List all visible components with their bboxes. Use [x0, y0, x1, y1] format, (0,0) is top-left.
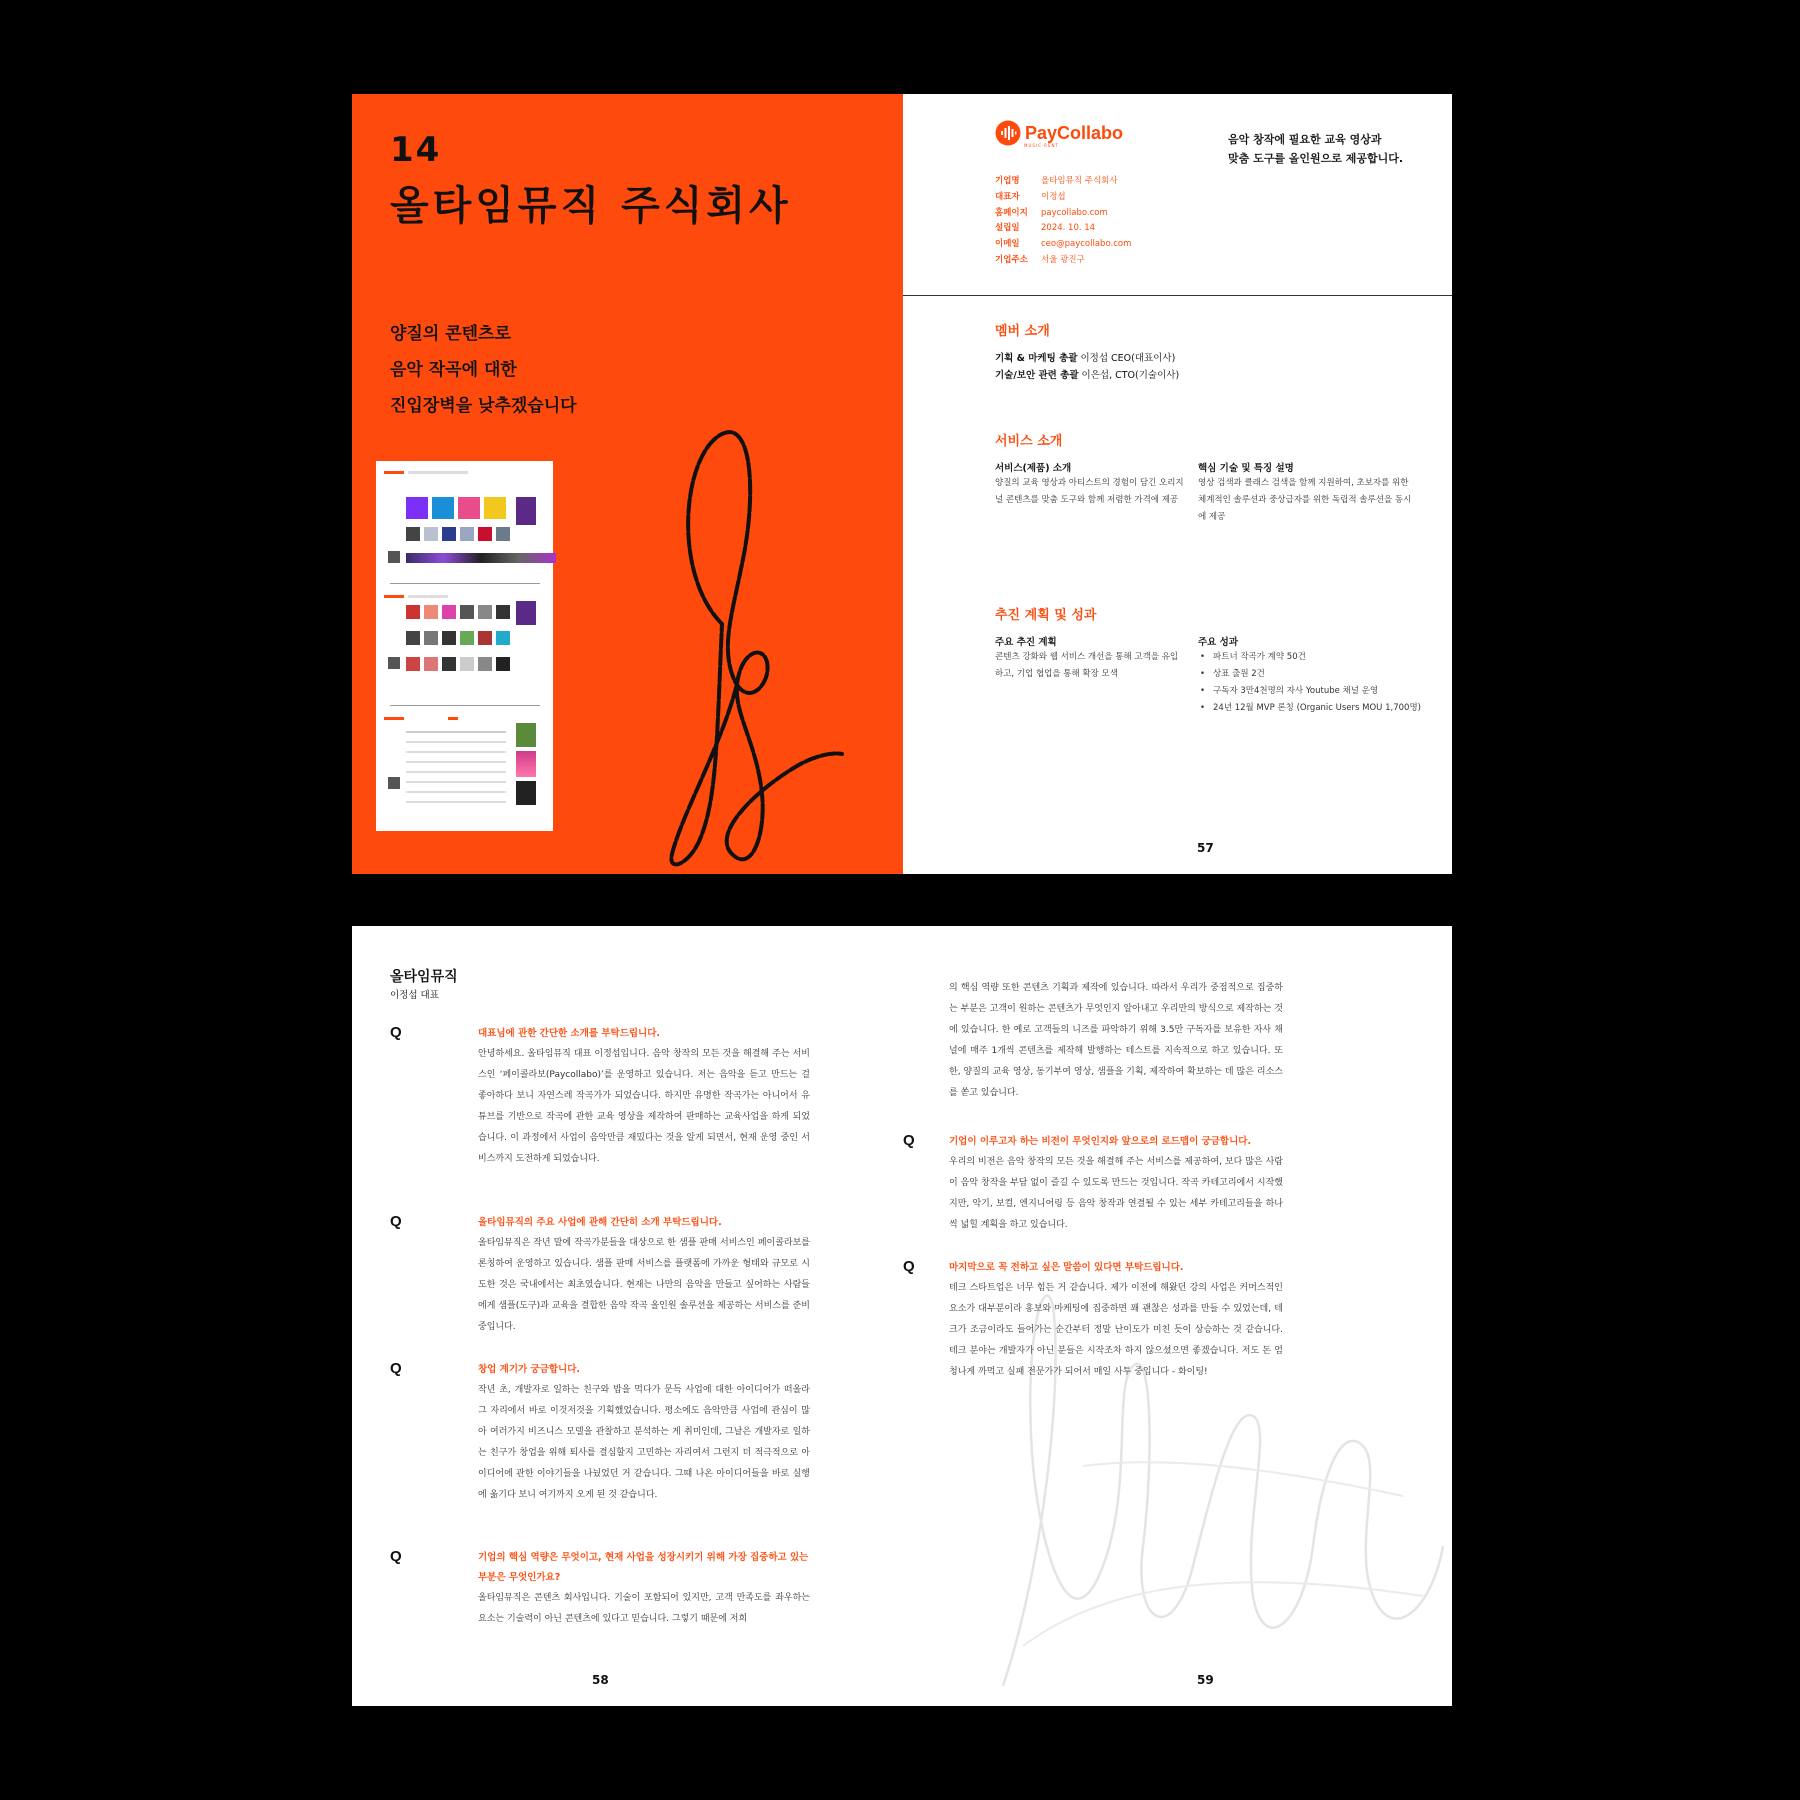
slogan: [390, 316, 577, 424]
service-tech-body: 영상 검색과 클래스 검색을 함께 지원하여, 초보자를 위한 체계적인 솔루션과 중상급자를 위한 독립적 솔루션을 동시에 제공: [1198, 478, 1412, 522]
answer: 올타임뮤직은 콘텐츠 회사입니다. 기술이 포함되어 있지만, 고객 만족도를 좌우하는 요소는 기술력이 아닌 콘텐츠에 있다고 믿습니다. 그렇기 때문에 저희: [478, 1593, 810, 1624]
member-role: 기술/보안 관련 총괄: [995, 370, 1079, 381]
service-tech-title: 핵심 기술 및 특징 설명: [1198, 463, 1294, 474]
info-value: ceo@paycollabo.com: [1041, 239, 1132, 250]
info-row: [995, 174, 1131, 190]
result-item: • 24년 12월 MVP 론칭 (Organic Users MOU 1,700명): [1198, 700, 1438, 717]
company-name-display: 올타임뮤직 주식회사: [390, 183, 792, 229]
company-info-list: [995, 174, 1131, 269]
tagline-line: 맞춤 도구를 올인원으로 제공합니다.: [1228, 152, 1404, 165]
answer: 우리의 비전은 음악 창작의 모든 것을 해결해 주는 서비스를 제공하여, 보다 많은 사람이 음악 창작을 부담 없이 즐길 수 있도록 만드는 것입니다. 작곡 카테고리에서 시작했지만, 악기, 보컬, 엔지니어링 등 음악 창작과 연결될 수 있는 세부 카테고리들을 하나씩 넓힐 계획을 하고 있습니다.: [949, 1157, 1283, 1230]
result-item: • 파트너 작곡가 계약 50건: [1198, 649, 1438, 666]
q-mark-icon: Q: [390, 1548, 402, 1565]
plan-body: 콘텐츠 강화와 웹 서비스 개선을 통해 고객을 유입하고, 기업 협업을 통해 확장 모색: [995, 652, 1179, 679]
screenshot-store-home: [384, 471, 544, 571]
result-item: • 구독자 3만4천명의 자사 Youtube 채널 운영: [1198, 683, 1438, 700]
service-product-body: 양질의 교육 영상과 아티스트의 경험이 담긴 오리지널 콘텐츠를 맞춤 도구와 함께 저렴한 가격에 제공: [995, 478, 1184, 505]
info-value: 2024. 10. 14: [1041, 223, 1096, 234]
q-mark-icon: Q: [390, 1213, 402, 1230]
page-57-company-profile: [903, 94, 1452, 874]
info-value: 서울 광진구: [1041, 254, 1085, 265]
soundwave-logo-icon: [995, 120, 1021, 146]
slogan-line: 음악 작곡에 대한: [390, 360, 517, 380]
page-number: 57: [1197, 841, 1214, 855]
company-number: 14: [390, 130, 442, 170]
member-name: 이정섭 CEO(대표이사): [1080, 353, 1176, 364]
page-58-interview: [352, 926, 903, 1706]
question: 기업의 핵심 역량은 무엇이고, 현재 사업을 성장시키기 위해 가장 집중하고 있는 부분은 무엇인가요?: [478, 1552, 809, 1583]
info-row: [995, 237, 1131, 253]
info-row: [995, 206, 1131, 222]
result-item: • 상표 출원 2건: [1198, 666, 1438, 683]
info-key: 홈페이지: [995, 207, 1028, 218]
members-list: [995, 350, 1179, 384]
screenshot-sample-list: [384, 595, 544, 695]
screenshot-track-table: [384, 717, 544, 825]
info-row: [995, 253, 1131, 269]
interview-heading: 올타임뮤직: [390, 969, 458, 985]
answer-continued: 의 핵심 역량 또한 콘텐츠 기획과 제작에 있습니다. 따라서 우리가 중점적으로 집중하는 부분은 고객이 원하는 콘텐츠가 무엇인지 알아내고 우리만의 방식으로 제작하는 것에 있습니다. 한 예로 고객들의 니즈를 파악하기 위해 3.5만 구독자를 보유한 자사 채널에 매주 1개씩 콘텐츠를 제작해 발행하는 테스트를 지속적으로 하고 있습니다. 또한, 양질의 교육 영상, 동기부여 영상, 샘플을 기획, 제작하여 확보하는 데 많은 리소스를 쏟고 있습니다.: [949, 983, 1283, 1098]
question: 기업이 이루고자 하는 비전이 무엇인지와 앞으로의 로드맵이 궁금합니다.: [949, 1136, 1252, 1147]
question: 올타임뮤직의 주요 사업에 관해 간단히 소개 부탁드립니다.: [478, 1217, 722, 1228]
interview-subheading: 이정섭 대표: [390, 990, 439, 1001]
tagline: [1228, 130, 1403, 168]
info-value: 이정섭: [1041, 191, 1066, 202]
page-number: 58: [592, 1673, 609, 1687]
info-key: 설립일: [995, 223, 1020, 234]
members-section-title: 멤버 소개: [995, 324, 1050, 339]
answer: 올타임뮤직은 작년 말에 작곡가분들을 대상으로 한 샘플 판매 서비스인 페이콜라보를 론칭하여 운영하고 있습니다. 샘플 판매 서비스를 플랫폼에 가까운 형태와 규모로 시도한 것은 국내에서는 최초였습니다. 현재는 나만의 음악을 만들고 싶어하는 사람들에게 샘플(도구)과 교육을 결합한 음악 작곡 올인원 솔루션을 제공하는 서비스를 준비 중입니다.: [478, 1238, 810, 1332]
member-row: [995, 350, 1179, 367]
member-role: 기획 & 마케팅 총괄: [995, 353, 1078, 364]
q-mark-icon: Q: [903, 1258, 915, 1275]
section-divider: [903, 295, 1452, 296]
answer: 테크 스타트업은 너무 힘든 거 같습니다. 제가 이전에 해왔던 강의 사업은 커머스적인 요소가 대부분이라 홍보와 마케팅에 집중하면 꽤 괜찮은 성과를 만들 수 있었는데, 테크가 조금이라도 들어가는 순간부터 정말 난이도가 미친 듯이 상승하는 것 같습니다. 테크 분야는 개발자가 아닌 분들은 시작조차 하지 않으셨으면 좋겠습니다. 저도 돈 엄청나게 까먹고 실패 전문가가 되어서 매일 사투 중입니다 - 화이팅!: [949, 1283, 1283, 1377]
question: 창업 계기가 궁금합니다.: [478, 1364, 580, 1375]
logo-text: PayCollabo: [1025, 122, 1124, 143]
answer: 작년 초, 개발자로 일하는 친구와 밥을 먹다가 문득 사업에 대한 아이디어가 떠올라 그 자리에서 바로 이것저것을 기획했었습니다. 평소에도 음악만큼 사업에 관심이 많아 여러가지 비즈니스 모델을 관찰하고 분석하는 게 취미인데, 그날은 개발자로 일하는 친구가 창업을 위해 퇴사를 결심할지 고민하는 자리여서 그런지 더 적극적으로 아이디어에 관한 이야기들을 나눴었던 거 같습니다. 그때 나온 아이디어들을 바로 실행에 옮기다 보니 여기까지 오게 된 것 같습니다.: [478, 1385, 810, 1500]
question: 대표님에 관한 간단한 소개를 부탁드립니다.: [478, 1028, 661, 1039]
results-title: 주요 성과: [1198, 637, 1239, 648]
page-number: 59: [1197, 1673, 1214, 1687]
answer: 안녕하세요. 올타임뮤직 대표 이정섭입니다. 음악 창작의 모든 것을 해결해 주는 서비스인 ‘페이콜라보(Paycollabo)’를 운영하고 있습니다. 저는 음악을 듣고 만드는 걸 좋아하다 보니 자연스레 작곡가가 되었습니다. 하지만 유명한 작곡가는 아니어서 유튜브를 기반으로 작곡에 관한 교육 영상을 제작하여 판매하는 교육사업을 하게 되었습니다. 이 과정에서 사업이 음악만큼 재밌다는 것을 알게 되면서, 현재 운영 중인 서비스까지 도전하게 되었습니다.: [478, 1049, 810, 1164]
slogan-line: 진입장벽을 낮추겠습니다: [390, 396, 577, 416]
service-screenshots: [376, 461, 553, 831]
question: 마지막으로 꼭 전하고 싶은 말씀이 있다면 부탁드립니다.: [949, 1262, 1184, 1273]
logo-subtext: MUSIC·RENT: [1024, 143, 1059, 148]
page-56-cover: [352, 94, 903, 874]
results-list: [1198, 649, 1438, 717]
signature-graphic: [662, 414, 852, 874]
service-product-title: 서비스(제품) 소개: [995, 463, 1072, 474]
info-key: 기업주소: [995, 254, 1028, 265]
info-row: [995, 221, 1131, 237]
q-mark-icon: Q: [390, 1360, 402, 1377]
member-name: 이은섭, CTO(기술이사): [1081, 370, 1180, 381]
member-row: [995, 367, 1179, 384]
info-key: 이메일: [995, 239, 1020, 250]
page-59-interview: [903, 926, 1452, 1706]
info-key: 기업명: [995, 176, 1020, 186]
slogan-line: 양질의 콘텐츠로: [390, 324, 511, 344]
plan-title: 주요 추진 계획: [995, 637, 1057, 648]
info-key: 대표자: [995, 191, 1020, 202]
info-value: 올타임뮤직 주식회사: [1041, 176, 1118, 186]
info-row: [995, 190, 1131, 206]
info-value: paycollabo.com: [1041, 207, 1108, 218]
plan-section-title: 추진 계획 및 성과: [995, 608, 1097, 623]
q-mark-icon: Q: [390, 1024, 402, 1041]
q-mark-icon: Q: [903, 1132, 915, 1149]
tagline-line: 음악 창작에 필요한 교육 영상과: [1228, 133, 1382, 146]
service-section-title: 서비스 소개: [995, 434, 1063, 449]
paycollabo-logo: [995, 120, 1123, 146]
